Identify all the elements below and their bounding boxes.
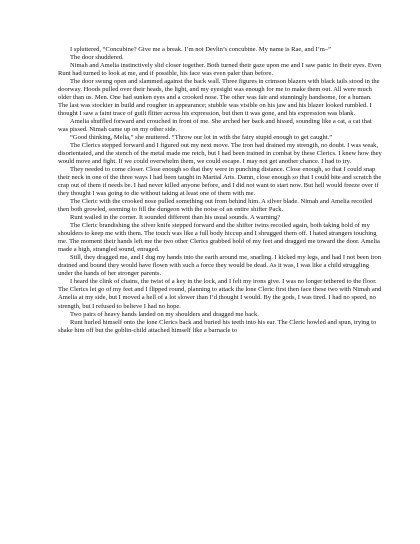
paragraph: Two pairs of heavy hands landed on my shoulders and dragged me back.	[70, 310, 259, 318]
paragraph: I heard the clink of chains, the twist of a key in the lock, and I felt my irons give. I was no longer tethered to the floor. The Clerics let go of my feet and I flipped round, planning to attack the lone Cleric first then face these two with Nimah and Amelia at my side, but I moved a hell of a lot slower than I’d thought I would. By the gods, I was tired. I had no speed, no strength, but I refused to believe I had no hope.	[58, 278, 382, 310]
paragraph: Amelia shuffled forward and crouched in front of me. She arched her back and hissed, sounding like a cat, a cat that was pissed. Nimah came up on my other side.	[58, 118, 372, 134]
paragraph: Nimah and Amelia instinctively slid closer together. Both turned their gaze upon me and I saw panic in their eyes. Even Runt had turned to look at me, and if possible, his face was even paler than before.	[58, 62, 382, 78]
paragraph: The Cleric with the crooked nose pulled something out from behind him. A silver blade. Nimah and Amelia recoiled then both growled, seeming to fill the dungeon with the noise of an entire shifter Pack.	[58, 198, 373, 214]
paragraph: Still, they dragged me, and I dug my hands into the earth around me, snarling. I kicked my legs, and had I not been iron drained and bound they would have flown with such a force they would be dead. As it was, I was like a child struggling under the hands of her stronger parents.	[58, 254, 382, 278]
paragraph: “Good thinking, Melia,” she muttered. “Throw our lot in with the fairy stupid enough to get caught.”	[70, 134, 333, 142]
paragraph: The Clerics stepped forward and I figured out my next move. The iron had drained my strength, no doubt. I was weak, disorientated, and the stench of the metal made me retch, but I had been trained in combat by these Clerics. I knew how they would move and fight. If we could overwhelm them, we could escape. I may not get another chance. I had to try.	[58, 142, 382, 166]
paragraph: They needed to come closer. Close enough so that they were in punching distance. Close enough, so that I could snap their neck in one of the three ways I had been taught in Martial Arts. Damn, close enough so that I could bite and scratch the crap out of them if needs be. I had never killed anyone before, and I did not want to start now. But hell would freeze over if they thought I was going to die without taking at least one of them with me.	[58, 166, 382, 198]
paragraph: The door shuddered.	[70, 54, 124, 62]
paragraph: I spluttered, “Concubine? Give me a break. I’m not Devlin’s concubine. My name is Rae, and I’m–”	[70, 46, 332, 53]
document-page	[58, 46, 383, 335]
paragraph: The Cleric brandishing the silver knife stepped forward and the shifter twins recoiled again, both taking hold of my shoulders to keep me with them. The touch was like a full body hiccup and I shrugged them off. I hated strangers touching me. The moment their hands left me the two other Clerics grabbed hold of my feet and dragged me toward the door. Amelia made a high, strangled sound, enraged.	[58, 222, 380, 254]
paragraph: The door swung open and slammed against the back wall. Three figures in crimson blazers with black tails stood in the doorway. Hoods pulled over their heads, the light, and my eyesight was enough for me to make them out. All were much older than us. Men. One had sunken eyes and a crooked nose. The other was fair and stunningly handsome, for a human. The last was stockier in build and rougher in appearance; stubble was visible on his jaw and his blazer looked rumbled. I thought I saw a faint trace of guilt flitter across his expression, but then it was gone, and his expression was blank.	[58, 78, 380, 118]
paragraph: Runt hurled himself onto the lone Clerics back and buried his teeth into his ear. The Cleric howled and spun, trying to shake him off but the goblin-child attached himself like a barnacle to	[58, 318, 377, 334]
paragraph: Runt wailed in the corner. It sounded different than his usual sounds. A warning?	[70, 214, 281, 222]
